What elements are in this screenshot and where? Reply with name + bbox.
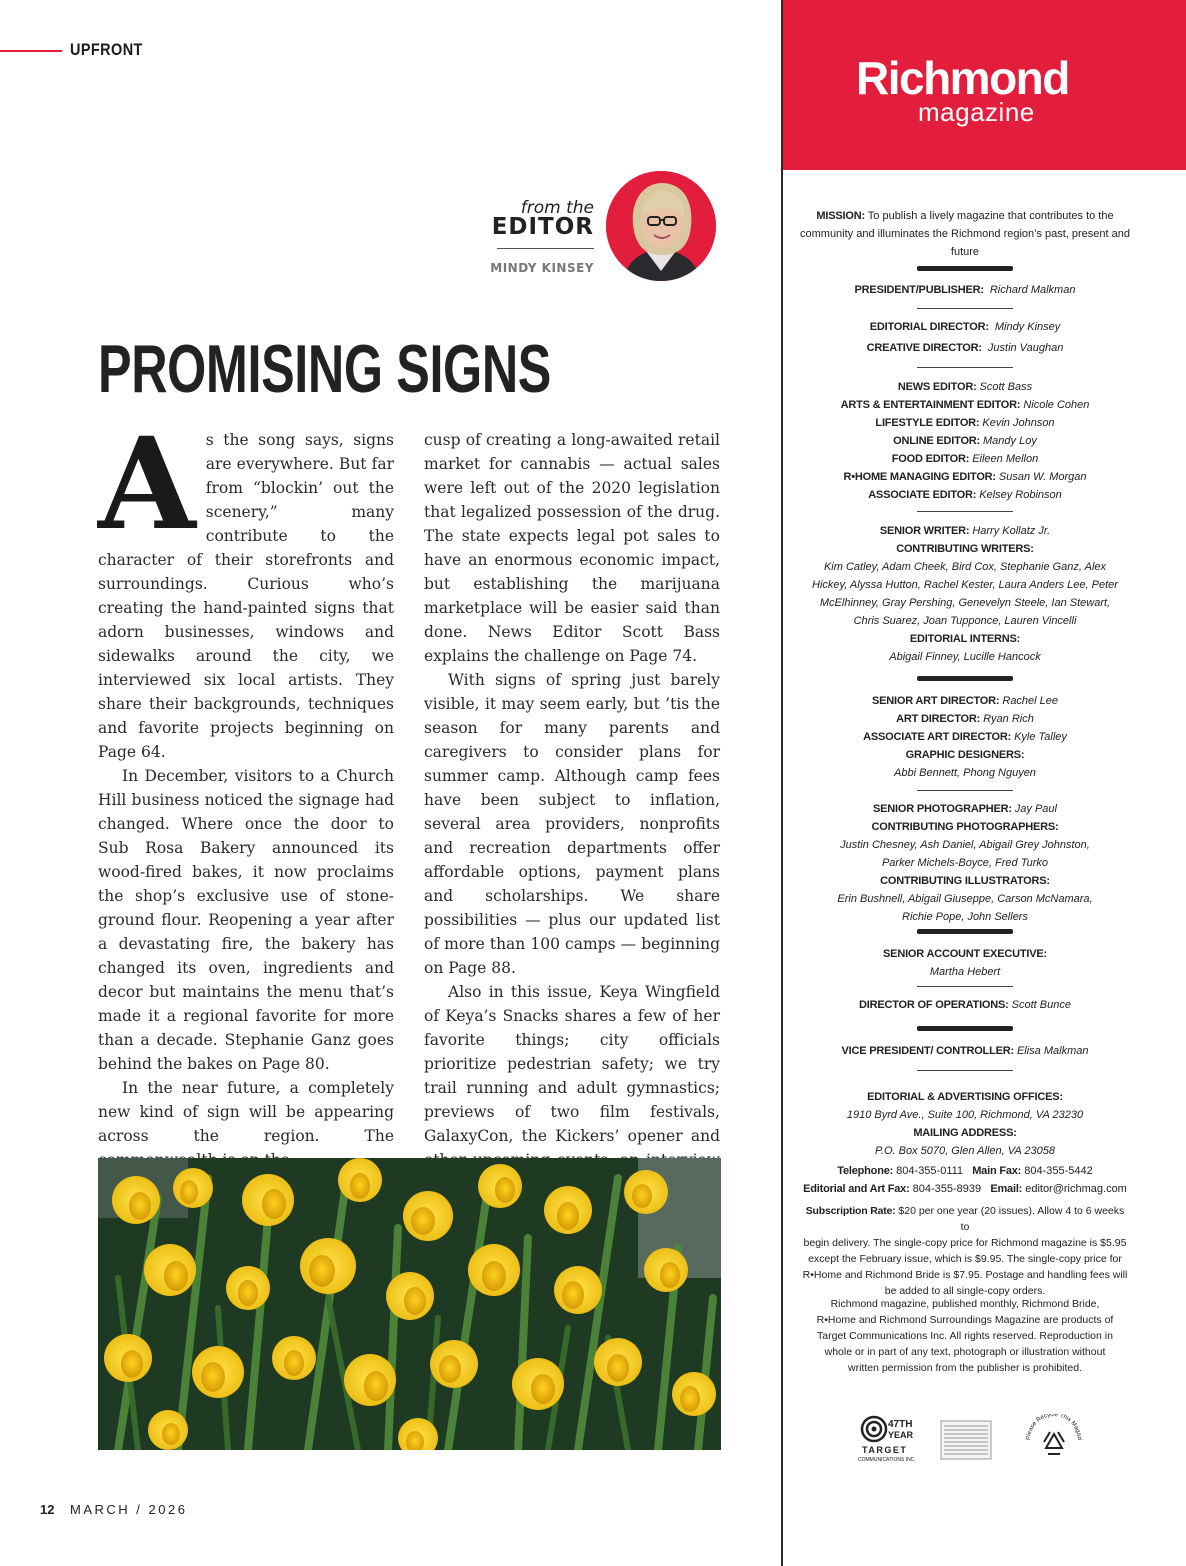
senior-photographer-line	[800, 800, 1130, 818]
recycle-icon	[1024, 1414, 1084, 1464]
masthead-thin-divider	[917, 986, 1013, 987]
role-label: MAILING ADDRESS:	[913, 1127, 1017, 1139]
staff-name: Scott Bass	[979, 381, 1033, 393]
contact-label: Email:	[990, 1183, 1023, 1195]
address-text: 1910 Byrd Ave., Suite 100, Richmond, VA 23230	[846, 1109, 1084, 1121]
drop-cap: A	[98, 410, 196, 558]
role-label: R•HOME MANAGING EDITOR:	[843, 471, 996, 483]
masthead-divider	[917, 676, 1013, 681]
role-label: CONTRIBUTING WRITERS:	[896, 543, 1034, 555]
target-name: TARGET	[862, 1445, 908, 1455]
role-label: ART DIRECTOR:	[896, 713, 981, 725]
legal-line: Richmond magazine, published monthly, Richmond Bride,	[830, 1298, 1100, 1310]
operations-line	[800, 996, 1130, 1014]
contact-value: 804-355-8939	[912, 1183, 982, 1195]
column-divider	[781, 0, 783, 1566]
staff-name: Parker Michels-Boyce, Fred Turko	[881, 857, 1049, 869]
subscription-line	[800, 1203, 1130, 1235]
role-label: ASSOCIATE EDITOR:	[868, 489, 977, 501]
section-label: UPFRONT	[70, 40, 143, 59]
staff-name: Martha Hebert	[929, 966, 1001, 978]
staff-name: Justin Chesney, Ash Daniel, Abigail Grey Johnston,	[840, 839, 1090, 851]
illustrators-label	[800, 872, 1130, 890]
article-paragraph: cusp of creating a long-awaited retail market for cannabis — actual sales were left out of the 2020 legislation that legalized possession of the drug. The state expects legal pot sales to have an enormous economic impact, but establishing the marijuana marketplace will be easier said than done. News Editor Scott Bass explains the challenge on Page 74.	[424, 431, 720, 665]
art-line	[800, 692, 1130, 710]
role-label: SENIOR PHOTOGRAPHER:	[872, 803, 1012, 815]
article-paragraph: In the near future, a completely new kind of sign will be appearing across the region. The	[98, 1079, 394, 1145]
magazine-logo: Richmond	[856, 52, 1069, 104]
staff-name: Kim Catley, Adam Cheek, Bird Cox, Stephanie Ganz, Alex	[823, 561, 1107, 573]
contributing-writers-label	[800, 540, 1130, 558]
masthead-thin-divider	[917, 1070, 1013, 1071]
art-line	[800, 710, 1130, 728]
legal-block	[800, 1296, 1130, 1376]
article-paragraph: In December, visitors to a Church Hill business noticed the signage had changed. Where once the door to Sub Rosa Bakery announced its wood-fired bakes, it now proclaims the shop’s exclusive use of stone-ground flour. Reopening a year after a devastating fire, the bakery has changed its oven, ingredients and decor but maintains the menu that’s made it a regional favorite for more than a decade. Stephanie Ganz goes behind the bakes on Page 80.	[98, 767, 394, 1073]
role-label: EDITORIAL DIRECTOR:	[869, 321, 989, 333]
article-headline: PROMISING SIGNS	[98, 331, 551, 407]
subscription-line: be added to all single-copy orders.	[884, 1285, 1046, 1297]
role-label: CONTRIBUTING PHOTOGRAPHERS:	[871, 821, 1059, 833]
paper-certification-icon	[940, 1420, 992, 1460]
staff-name: Erin Bushnell, Abigail Giuseppe, Carson McNamara,	[837, 893, 1093, 905]
staff-name: Scott Bunce	[1011, 999, 1071, 1011]
role-label: ONLINE EDITOR:	[893, 435, 981, 447]
contact-block	[800, 1162, 1130, 1198]
contact-label: Main Fax:	[972, 1165, 1022, 1177]
senior-writer-line	[800, 522, 1130, 540]
staff-name: Chris Suarez, Joan Tupponce, Lauren Vincelli	[853, 615, 1077, 627]
mission-label: MISSION:	[816, 210, 865, 222]
editor-line	[800, 486, 1130, 504]
photographers-line	[800, 854, 1130, 872]
subscription-line: begin delivery. The single-copy price for Richmond magazine is $5.95	[803, 1237, 1127, 1249]
masthead-divider	[917, 266, 1013, 271]
contact-value: 804-355-5442	[1024, 1165, 1093, 1177]
staff-name: Hickey, Alyssa Hutton, Rachel Kester, Laura Anders Lee, Peter	[812, 579, 1118, 591]
contributing-writers-line	[800, 576, 1130, 594]
mission-statement	[800, 207, 1130, 261]
writers-block	[800, 522, 1130, 666]
photo-block	[800, 800, 1130, 926]
designers-line	[800, 764, 1130, 782]
role-label: SENIOR WRITER:	[879, 525, 970, 537]
staff-name: Elisa Malkman	[1016, 1045, 1089, 1057]
page-number: 12	[40, 1502, 55, 1517]
target-communications-logo	[858, 1415, 922, 1463]
publisher-line	[800, 281, 1130, 299]
recycle-text: Please Recycle This Magazi	[1025, 1414, 1083, 1441]
legal-line: whole or in part of any text, photograph or illustration without	[824, 1346, 1106, 1358]
article-column-right	[424, 428, 720, 1220]
target-years: 47TH	[888, 1419, 913, 1430]
art-line	[800, 728, 1130, 746]
editor-line	[800, 396, 1130, 414]
contributing-writers-line	[800, 594, 1130, 612]
mission-text: To publish a lively magazine that contributes to the community and illuminates the Richmond region’s past, present and future	[800, 210, 1130, 258]
issue-date: MARCH / 2026	[70, 1502, 188, 1517]
editorial-director-line	[800, 318, 1130, 336]
masthead-divider	[917, 929, 1013, 934]
role-label: NEWS EDITOR:	[897, 381, 977, 393]
staff-name: Abbi Bennett, Phong Nguyen	[894, 767, 1036, 779]
role-label: ARTS & ENTERTAINMENT EDITOR:	[840, 399, 1021, 411]
editor-line	[800, 432, 1130, 450]
illustrators-line	[800, 890, 1130, 908]
contact-label: Editorial and Art Fax:	[803, 1183, 910, 1195]
offices-block	[800, 1088, 1130, 1160]
staff-name: Eileen Mellon	[972, 453, 1039, 465]
role-label: ASSOCIATE ART DIRECTOR:	[863, 731, 1012, 743]
staff-name: Nicole Cohen	[1023, 399, 1090, 411]
staff-name: Susan W. Morgan	[998, 471, 1087, 483]
role-label: LIFESTYLE EDITOR:	[875, 417, 980, 429]
staff-name: Richie Pope, John Sellers	[902, 911, 1028, 923]
editor-line	[800, 450, 1130, 468]
subscription-line: R•Home and Richmond Bride is $7.95. Postage and handling fees will	[802, 1269, 1128, 1281]
role-label: SENIOR ART DIRECTOR:	[871, 695, 1000, 707]
legal-line: Target Communications Inc. All rights reserved. Reproduction in	[817, 1330, 1113, 1342]
interns-label	[800, 630, 1130, 648]
masthead-thin-divider	[917, 511, 1013, 512]
editor-label: EDITOR	[491, 214, 594, 240]
mailing-line	[800, 1142, 1130, 1160]
fax-email-line	[800, 1180, 1130, 1198]
staff-name: Kevin Johnson	[982, 417, 1055, 429]
role-label: CREATIVE DIRECTOR:	[866, 342, 982, 354]
offices-label	[800, 1088, 1130, 1106]
photographers-label	[800, 818, 1130, 836]
role-label: PRESIDENT/PUBLISHER:	[854, 284, 984, 296]
daffodil-photo	[98, 1158, 721, 1450]
account-exec-label	[800, 945, 1130, 963]
article-paragraph: With signs of spring just barely visible, it may seem early, but ’tis the season for many parents and caregivers to consider plans for summer camp. Although camp fees have been subject to inflation, several area providers, nonprofits and recreation departments offer affordable options, payment plans and scholarships. We share possibilities — plus our updated list of more than 100 camps — beginning on Page 88.	[424, 671, 720, 977]
legal-line: written permission from the publisher is prohibited.	[847, 1362, 1083, 1374]
role-label: DIRECTOR OF OPERATIONS:	[859, 999, 1009, 1011]
subscription-text: $20 per one year (20 issues). Allow 4 to 6 weeks to	[898, 1205, 1125, 1233]
phone-line	[800, 1162, 1130, 1180]
staff-name: Rachel Lee	[1002, 695, 1059, 707]
editor-line	[800, 378, 1130, 396]
designers-label	[800, 746, 1130, 764]
mailing-label	[800, 1124, 1130, 1142]
staff-name: Mandy Loy	[983, 435, 1037, 447]
illustrators-line	[800, 908, 1130, 926]
art-block	[800, 692, 1130, 782]
controller-line	[800, 1042, 1130, 1060]
editor-name: MINDY KINSEY	[490, 261, 594, 275]
role-label: VICE PRESIDENT/ CONTROLLER:	[841, 1045, 1014, 1057]
legal-line: R•Home and Richmond Surroundings Magazine are products of	[816, 1314, 1114, 1326]
subscription-label: Subscription Rate:	[805, 1205, 896, 1217]
staff-name: Abigail Finney, Lucille Hancock	[889, 651, 1041, 663]
contact-value: 804-355-0111	[896, 1165, 964, 1177]
address-text: P.O. Box 5070, Glen Allen, VA 23058	[875, 1145, 1055, 1157]
article-paragraph: s the song says, signs are everywhere. But far from “blockin’ out the scenery,” many contribute to the character of their storefronts and surroundings. Curious who’s creating the hand-painted signs that adorn businesses, windows and sidewalks around the city, we interviewed six local artists. They share their backgrounds, techniques and favorite projects beginning on Page 64.	[98, 431, 394, 761]
offices-line	[800, 1106, 1130, 1124]
masthead-thin-divider	[917, 367, 1013, 368]
role-label: CONTRIBUTING ILLUSTRATORS:	[880, 875, 1050, 887]
target-year-word: YEAR	[888, 1430, 914, 1440]
staff-name: Kyle Talley	[1014, 731, 1067, 743]
contributing-writers-line	[800, 558, 1130, 576]
role-label: EDITORIAL & ADVERTISING OFFICES:	[867, 1091, 1063, 1103]
editor-line	[800, 414, 1130, 432]
contact-label: Telephone:	[837, 1165, 894, 1177]
article-paragraph-text: Also in this issue, Keya Wingfield of Keya’s Snacks shares a few of her favorite things; city officials prioritize pedestrian safety; we try trail running and adult gymnastics; previews of two film festivals, GalaxyCon, the Kickers’ opener and	[424, 983, 720, 1145]
editor-portrait	[606, 171, 716, 281]
editor-line	[800, 468, 1130, 486]
staff-name: Ryan Rich	[983, 713, 1034, 725]
article-column-left	[98, 410, 394, 1172]
role-label: EDITORIAL INTERNS:	[909, 633, 1021, 645]
staff-name: Justin Vaughan	[987, 342, 1064, 354]
staff-name: Jay Paul	[1014, 803, 1057, 815]
masthead-thin-divider	[917, 308, 1013, 309]
masthead-thin-divider	[917, 790, 1013, 791]
editors-list	[800, 378, 1130, 504]
photographers-line	[800, 836, 1130, 854]
staff-name: Kelsey Robinson	[979, 489, 1062, 501]
email-link[interactable]: editor@richmag.com	[1025, 1183, 1127, 1195]
staff-name: McElhinney, Gray Pershing, Genevelyn Steele, Ian Stewart,	[819, 597, 1111, 609]
staff-name: Richard Malkman	[989, 284, 1076, 296]
masthead-divider	[917, 1026, 1013, 1031]
contributing-writers-line	[800, 612, 1130, 630]
subscription-line: except the February issue, which is $9.95. The single-copy price for	[808, 1253, 1122, 1265]
role-label: GRAPHIC DESIGNERS:	[905, 749, 1025, 761]
target-sub: COMMUNICATIONS INC.	[858, 1457, 916, 1463]
editor-rule	[497, 248, 594, 249]
magazine-logo-sub: magazine	[918, 97, 1035, 127]
from-the-label: from the	[520, 198, 594, 218]
interns-line	[800, 648, 1130, 666]
section-rule	[0, 50, 62, 52]
role-label: SENIOR ACCOUNT EXECUTIVE:	[883, 948, 1047, 960]
subscription-block	[800, 1203, 1130, 1299]
staff-name: Harry Kollatz Jr.	[972, 525, 1051, 537]
staff-name: Mindy Kinsey	[994, 321, 1061, 333]
creative-director-line	[800, 339, 1130, 357]
account-exec-line	[800, 963, 1130, 981]
role-label: FOOD EDITOR:	[891, 453, 970, 465]
sales-block	[800, 945, 1130, 981]
